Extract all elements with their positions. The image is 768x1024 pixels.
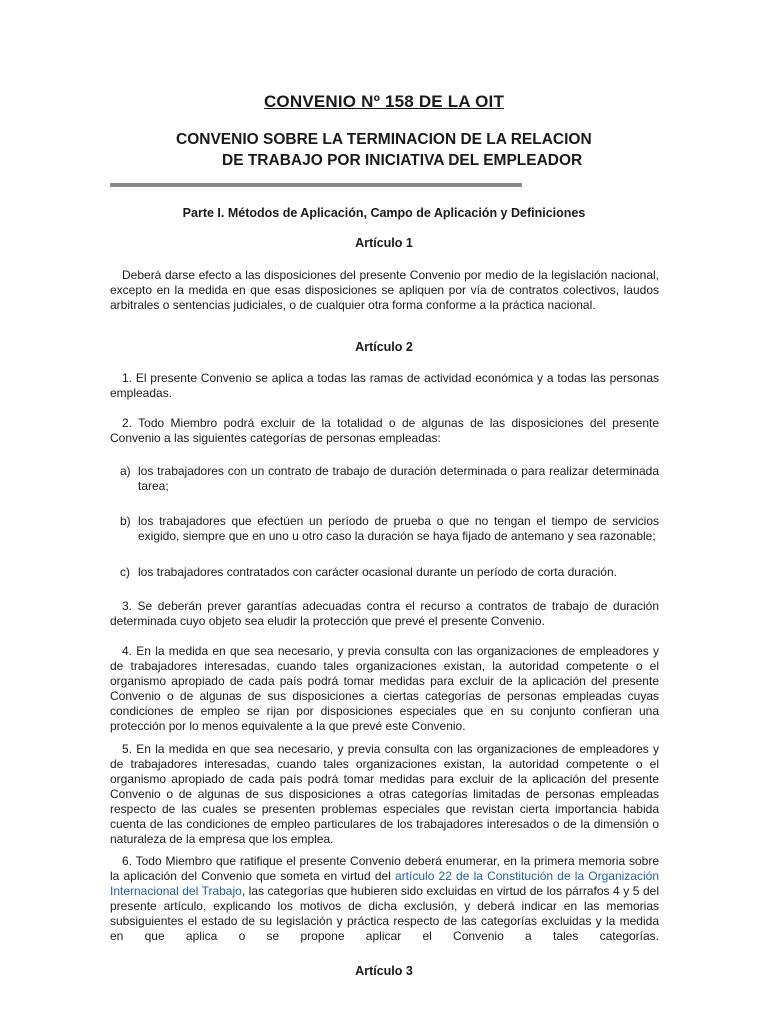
list-item-marker: b) [120, 514, 131, 528]
list-item-b [120, 514, 659, 544]
article-2-paragraph-3: 3. Se deberán prever garantías adecuadas contra el recurso a contratos de trabajo de duración determinada cuyo objeto sea eludir la protección que prevé el presente Convenio. [110, 599, 659, 628]
part-heading: Parte I. Métodos de Aplicación, Campo de Aplicación y Definiciones [182, 206, 586, 220]
document-subtitle [176, 129, 636, 171]
article-2-heading: Artículo 2 [355, 340, 413, 354]
document-title: CONVENIO Nº 158 DE LA OIT [263, 92, 505, 111]
article-2-paragraph-5: 5. En la medida en que sea necesario, y previa consulta con las organizaciones de empleadores y de trabajadores interesadas, cuando tales organizaciones existan, la autoridad competente o el organismo apropiado de cada país podrá tomar medidas para excluir de la aplicación del presente Convenio o de algunas de sus disposiciones a otras categorías limitadas de personas empleadas respecto de las cuales se presenten problemas especiales que revistan cierta importancia habida cuenta de las condiciones de empleo particulares de los trabajadores interesados o de la dimensión o naturaleza de la empresa que los emplea. [110, 742, 659, 846]
horizontal-divider [110, 183, 522, 187]
article-1-heading: Artículo 1 [355, 236, 413, 250]
article-2-paragraph-1: 1. El presente Convenio se aplica a todas las ramas de actividad económica y a todas las personas empleadas. [110, 371, 659, 400]
list-item-marker: a) [120, 464, 131, 478]
list-item-a [120, 464, 659, 494]
list-item-marker: c) [120, 565, 130, 579]
constitution-article-22-link[interactable]: artículo 22 de la Constitución de la Organización Internacional del Trabajo [110, 869, 659, 898]
article-3-heading: Artículo 3 [355, 964, 413, 978]
list-item-c [120, 565, 659, 580]
article-2-paragraph-2: 2. Todo Miembro podrá excluir de la totalidad o de algunas de las disposiciones del presente Convenio a las siguientes categorías de personas empleadas: [110, 416, 659, 445]
article-2-paragraph-4: 4. En la medida en que sea necesario, y previa consulta con las organizaciones de empleadores y de trabajadores interesadas, cuando tales organizaciones existan, la autoridad competente o el organismo apropiado de cada país podrá tomar medidas para excluir de la aplicación del presente Convenio o de algunas de sus disposiciones a ciertas categorías de personas empleadas cuyas condiciones de empleo se rijan por disposiciones especiales que en su conjunto confieran una protección por lo menos equivalente a la que prevé este Convenio. [110, 644, 659, 733]
list-item-text: los trabajadores contratados con carácter ocasional durante un período de corta duración. [138, 565, 617, 579]
list-item-text: los trabajadores que efectúen un período de prueba o que no tengan el tiempo de servicios exigido, siempre que en uno u otro caso la duración se haya fijado de antemano y sea razonable; [138, 514, 659, 543]
paragraph-6-text-before: 6. Todo Miembro que ratifique el presente Convenio deberá enumerar, en la primera memoria sobre la aplicación del Convenio que someta en virtud del [110, 854, 659, 883]
list-item-text: los trabajadores con un contrato de trabajo de duración determinada o para realizar determinada tarea; [138, 464, 659, 493]
paragraph-6-text-after: , las categorías que hubieren sido excluidas en virtud de los párrafos 4 y 5 del presente artículo, explicando los motivos de dicha exclusión, y deberá indicar en las memorias subsiguientes el estado de su legislación y práctica respecto de las categorías excluidas y la medida en que aplica o se propone aplicar el Convenio a tales categorías. [110, 884, 659, 943]
subtitle-line-1: CONVENIO SOBRE LA TERMINACION DE LA RELACION [176, 131, 592, 148]
article-1-paragraph: Deberá darse efecto a las disposiciones del presente Convenio por medio de la legislación nacional, excepto en la medida en que esas disposiciones se apliquen por vía de contratos colectivos, laudos arbitrales o sentencias judiciales, o de cualquier otra forma conforme a la práctica nacional. [110, 268, 659, 312]
subtitle-line-2: DE TRABAJO POR INICIATIVA DEL EMPLEADOR [222, 152, 583, 169]
article-2-paragraph-6 [110, 854, 659, 944]
